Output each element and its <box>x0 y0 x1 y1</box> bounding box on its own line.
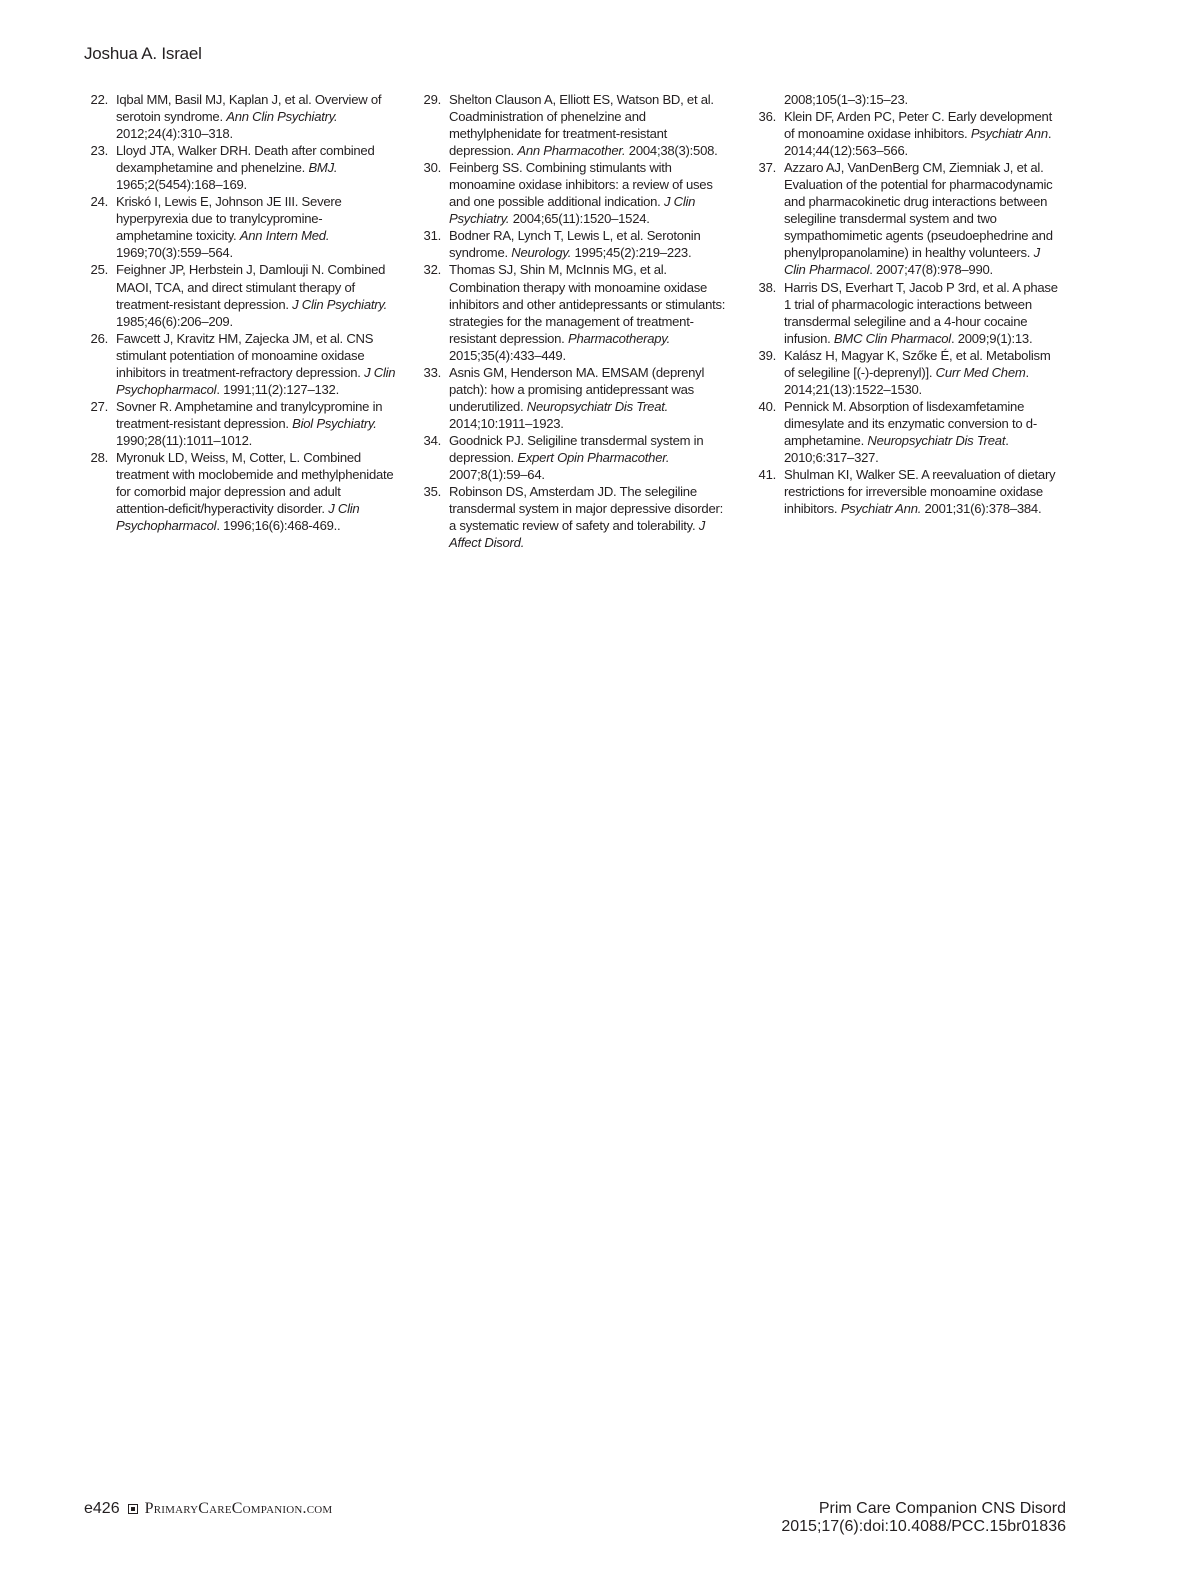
reference-segment: 2004;65(11):1520–1524. <box>509 211 650 227</box>
journal-name: Psychiatr Ann <box>970 126 1048 142</box>
reference-segment: 1969;70(3):559–564. <box>116 245 233 261</box>
reference-segment: Iqbal MM, Basil MJ, Kaplan J, et al. Overview of serotoin syndrome. <box>116 92 382 125</box>
journal-name: Ann Clin Psychiatry. <box>226 109 338 125</box>
reference-item <box>84 398 396 449</box>
reference-number: 31. <box>423 228 441 244</box>
reference-number: 27. <box>90 398 108 414</box>
reference-number: 39. <box>758 347 776 363</box>
reference-item <box>752 159 1064 278</box>
reference-segment: . 2014;21(13):1522–1530. <box>784 364 1029 397</box>
reference-text <box>116 330 396 398</box>
reference-number: 33. <box>423 364 441 380</box>
reference-segment: Kalász H, Magyar K, Szőke É, et al. Metabolism of selegiline [(-)-deprenyl)]. <box>784 347 1051 380</box>
reference-item <box>417 261 729 363</box>
journal-title: Prim Care Companion CNS Disord <box>818 1500 1066 1517</box>
reference-number: 23. <box>90 143 108 159</box>
journal-name: Ann Intern Med. <box>239 228 330 244</box>
reference-segment: 1990;28(11):1011–1012. <box>116 432 252 448</box>
reference-number: 32. <box>423 262 441 278</box>
reference-segment: 2015;35(4):433–449. <box>449 347 566 363</box>
reference-item <box>752 398 1064 466</box>
reference-number: 36. <box>758 109 776 125</box>
reference-item <box>417 91 729 159</box>
reference-text <box>116 91 396 142</box>
reference-segment: Kriskó I, Lewis E, Johnson JE III. Severe hyperpyrexia due to tranylcypromine-amphetamine toxicity. <box>116 194 342 244</box>
reference-number: 28. <box>90 449 108 465</box>
reference-item <box>417 432 729 483</box>
journal-name: Biol Psychiatry. <box>292 415 377 431</box>
reference-text <box>784 108 1064 159</box>
reference-segment: Thomas SJ, Shin M, McInnis MG, et al. Combination therapy with monoamine oxidase inhibitors and other antidepressants or stimulants: strategies for the management of treatment-resistant depression. <box>449 262 726 346</box>
reference-item <box>417 483 729 551</box>
journal-name: J Clin Psychiatry. <box>292 296 388 312</box>
reference-segment: . 2010;6:317–327. <box>784 432 1009 465</box>
reference-number: 24. <box>90 194 108 210</box>
reference-text <box>449 364 729 432</box>
reference-item <box>417 364 729 432</box>
reference-segment: 1985;46(6):206–209. <box>116 313 233 329</box>
reference-segment: . 2007;47(8):978–990. <box>869 262 993 278</box>
reference-text <box>449 159 729 227</box>
reference-segment: Asnis GM, Henderson MA. EMSAM (deprenyl patch): how a promising antidepressant was underutilized. <box>449 364 705 414</box>
reference-text <box>449 227 729 261</box>
references-column-1 <box>84 91 396 534</box>
reference-segment: . 1991;11(2):127–132. <box>216 381 339 397</box>
reference-segment: Feighner JP, Herbstein J, Damlouji N. Combined MAOI, TCA, and direct stimulant therapy of treatment-resistant depression. <box>116 262 386 312</box>
journal-name: Neuropsychiatr Dis Treat <box>867 432 1006 448</box>
reference-segment: 2001;31(6):378–384. <box>921 501 1042 517</box>
reference-item <box>417 227 729 261</box>
reference-segment: Robinson DS, Amsterdam JD. The selegiline transdermal system in major depressive disorder: a systematic review of safety and tolerability. <box>449 484 723 534</box>
reference-text <box>116 398 396 449</box>
reference-segment: Shelton Clauson A, Elliott ES, Watson BD, et al. Coadministration of phenelzine and methylphenidate for treatment-resistant depression. <box>449 92 714 159</box>
reference-item <box>752 108 1064 159</box>
reference-text <box>449 483 729 551</box>
references-column-2 <box>417 91 729 551</box>
reference-segment: Lloyd JTA, Walker DRH. Death after combined dexamphetamine and phenelzine. <box>116 143 375 176</box>
reference-number: 38. <box>758 279 776 295</box>
reference-text <box>784 398 1064 466</box>
reference-segment: . 1996;16(6):468-469.. <box>216 518 341 534</box>
reference-number: 35. <box>423 484 441 500</box>
reference-segment: Pennick M. Absorption of lisdexamfetamine dimesylate and its enzymatic conversion to d-amphetamine. <box>784 398 1037 448</box>
reference-number: 22. <box>90 92 108 107</box>
reference-segment: Azzaro AJ, VanDenBerg CM, Ziemniak J, et al. Evaluation of the potential for pharmacodynamic and pharmacokinetic drug interactions between selegiline transdermal system and two sympathomimetic agents (pseudoephedrine and phenylpropanolamine) in healthy volunteers. <box>784 160 1053 261</box>
reference-segment: Bodner RA, Lynch T, Lewis L, et al. Serotonin syndrome. <box>449 228 701 261</box>
reference-segment: Feinberg SS. Combining stimulants with monoamine oxidase inhibitors: a review of uses and one possible additional indication. <box>449 160 713 210</box>
journal-name: BMC Clin Pharmacol <box>833 330 951 346</box>
journal-name: Curr Med Chem <box>935 364 1026 380</box>
reference-item <box>752 279 1064 347</box>
journal-name: Neuropsychiatr Dis Treat. <box>526 398 669 414</box>
reference-segment: Harris DS, Everhart T, Jacob P 3rd, et al. A phase 1 trial of pharmacologic interactions between transdermal selegiline and a 4-hour cocaine infusion. <box>784 279 1058 346</box>
site-name: PrimaryCareCompanion.com <box>144 1500 333 1517</box>
reference-item <box>417 159 729 227</box>
journal-name: Pharmacotherapy. <box>567 330 670 346</box>
reference-number: 34. <box>423 432 441 448</box>
reference-number: 37. <box>758 160 776 176</box>
reference-item <box>84 142 396 193</box>
reference-text <box>449 91 729 159</box>
reference-text <box>784 466 1064 517</box>
reference-segment: Klein DF, Arden PC, Peter C. Early development of monoamine oxidase inhibitors. <box>784 109 1052 142</box>
journal-name: Psychiatr Ann. <box>840 501 922 517</box>
journal-name: J Clin Psychopharmacol <box>116 364 396 397</box>
reference-segment: Myronuk LD, Weiss, M, Cotter, L. Combined treatment with moclobemide and methylphenidate for comorbid major depression and adult attention-deficit/hyperactivity disorder. <box>116 449 394 517</box>
reference-segment: 2014;10:1911–1923. <box>449 415 564 431</box>
running-head-author: Joshua A. Israel <box>84 44 202 63</box>
reference-text <box>116 142 396 193</box>
reference-segment: . 2014;44(12):563–566. <box>784 126 1052 159</box>
reference-text <box>449 261 729 363</box>
reference-segment: 2007;8(1):59–64. <box>449 467 545 483</box>
reference-segment: 1995;45(2):219–223. <box>571 245 692 261</box>
references-column-3 <box>752 91 1064 517</box>
journal-name: J Affect Disord. <box>449 518 706 551</box>
reference-text <box>116 449 396 534</box>
footer-citation <box>781 1500 1066 1536</box>
reference-item <box>752 466 1064 517</box>
reference-segment: 1965;2(5454):168–169. <box>116 177 247 193</box>
journal-name: Neurology. <box>511 245 572 261</box>
reference-text <box>449 432 729 483</box>
reference-number: 41. <box>758 467 776 483</box>
reference-number: 40. <box>758 398 776 414</box>
reference-item <box>84 449 396 534</box>
journal-name: J Clin Pharmacol <box>784 245 1040 278</box>
reference-number: 29. <box>423 92 441 107</box>
reference-segment: Fawcett J, Kravitz HM, Zajecka JM, et al. CNS stimulant potentiation of monoamine oxidase inhibitors in treatment-refractory depression. <box>116 330 374 380</box>
journal-name: BMJ. <box>308 160 338 176</box>
reference-segment: . 2009;9(1):13. <box>950 330 1033 346</box>
reference-text <box>116 193 396 261</box>
reference-item <box>84 330 396 398</box>
doi-line: 2015;17(6):doi:10.4088/PCC.15br01836 <box>781 1518 1066 1535</box>
reference-segment: Shulman KI, Walker SE. A reevaluation of dietary restrictions for irreversible monoamine oxidase inhibitors. <box>784 467 1056 517</box>
reference-continuation: 2008;105(1–3):15–23. <box>784 92 908 107</box>
reference-text <box>784 347 1064 398</box>
reference-number: 30. <box>423 160 441 176</box>
square-bullet-icon <box>128 1504 138 1514</box>
reference-segment: Goodnick PJ. Seligiline transdermal system in depression. <box>449 432 704 465</box>
reference-text <box>784 159 1064 278</box>
reference-text <box>784 279 1064 347</box>
journal-name: Ann Pharmacother. <box>517 143 626 159</box>
reference-item <box>84 193 396 261</box>
journal-name: Expert Opin Pharmacother. <box>517 449 670 465</box>
reference-segment: 2012;24(4):310–318. <box>116 126 233 142</box>
reference-item <box>84 91 396 142</box>
reference-segment: 2004;38(3):508. <box>625 143 718 159</box>
page-number: e426 <box>84 1500 120 1517</box>
journal-name: J Clin Psychiatry. <box>449 194 696 227</box>
reference-number: 26. <box>90 330 108 346</box>
reference-item <box>752 347 1064 398</box>
reference-text <box>116 261 396 329</box>
footer-page-info <box>84 1500 332 1518</box>
journal-name: J Clin Psychopharmacol <box>116 501 360 534</box>
reference-number: 25. <box>90 262 108 278</box>
reference-item <box>84 261 396 329</box>
reference-segment: Sovner R. Amphetamine and tranylcypromine in treatment-resistant depression. <box>116 398 383 431</box>
